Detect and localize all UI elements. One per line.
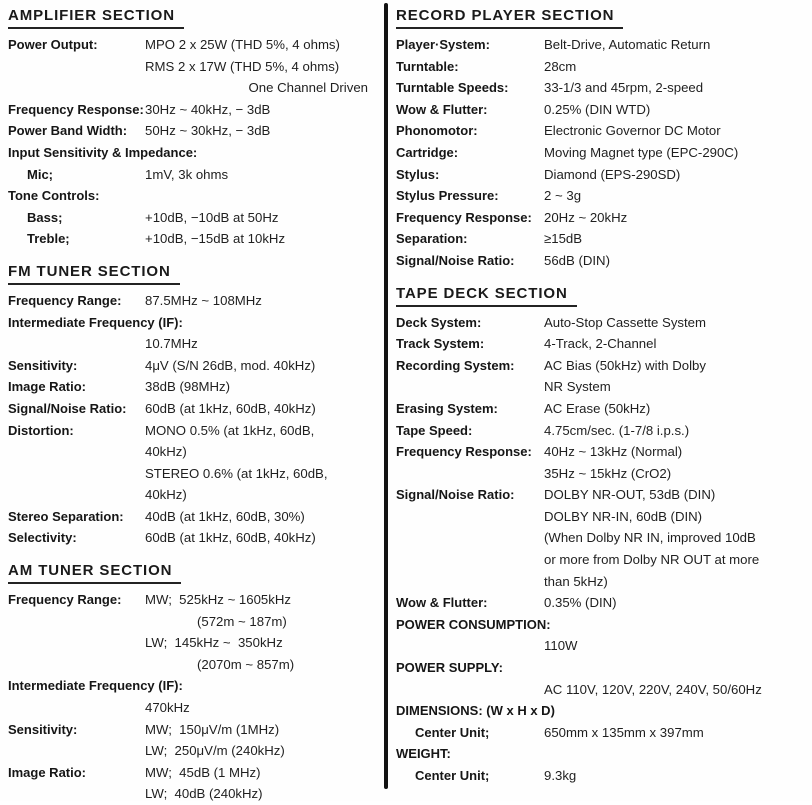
spec-value-line: 1mV, 3k ohms: [145, 166, 229, 182]
spec-row: [8, 164, 380, 186]
spec-row: [8, 228, 380, 250]
spec-value-line: Electronic Governor DC Motor: [544, 123, 721, 139]
spec-row: [8, 420, 380, 506]
spec-value: [544, 34, 810, 56]
spec-value-line: 4μV (S/N 26dB, mod. 40kHz): [145, 357, 316, 373]
spec-value-line: 33-1/3 and 45rpm, 2-speed: [544, 80, 704, 96]
spec-row: [8, 762, 380, 805]
spec-label: Cartridge:: [396, 144, 459, 160]
spec-label: Input Sensitivity & Impedance:: [8, 144, 198, 160]
spec-value-line: 35Hz ~ 15kHz (CrO2): [544, 465, 672, 481]
spec-value-line: 40kHz): [145, 487, 187, 503]
spec-row: [396, 142, 810, 164]
section-amplifier-section: [8, 7, 380, 250]
section-tape-deck-section: [396, 285, 810, 787]
spec-label: Stereo Separation:: [8, 508, 124, 524]
section-am-tuner-section: [8, 562, 380, 805]
spec-label: Tape Speed:: [396, 422, 473, 438]
spec-row: [396, 333, 810, 355]
spec-label: Frequency Response:: [396, 209, 532, 225]
spec-row: [8, 142, 380, 164]
spec-value-line: Auto-Stop Cassette System: [544, 314, 706, 330]
spec-row: [8, 589, 380, 675]
spec-value: [544, 484, 810, 592]
spec-value: [544, 722, 810, 744]
spec-value-line: DOLBY NR-OUT, 53dB (DIN): [544, 487, 716, 503]
spec-value-line: 2 ~ 3g: [544, 188, 582, 204]
spec-row: [8, 506, 380, 528]
spec-row: [396, 700, 810, 722]
spec-value-line: 10.7MHz: [145, 336, 198, 352]
spec-value-line: STEREO 0.6% (at 1kHz, 60dB,: [145, 465, 328, 481]
spec-value-line: 20Hz ~ 20kHz: [544, 209, 628, 225]
spec-label: Frequency Response:: [8, 101, 144, 117]
spec-row: [8, 719, 380, 762]
spec-label: Frequency Range:: [8, 292, 122, 308]
spec-value: [544, 164, 810, 186]
spec-value: [145, 333, 380, 355]
spec-label: Turntable:: [396, 58, 459, 74]
spec-value: [145, 34, 380, 99]
spec-label: Tone Controls:: [8, 188, 100, 204]
spec-value-line: 0.25% (DIN WTD): [544, 101, 651, 117]
spec-row: [396, 743, 810, 765]
spec-label: Separation:: [396, 231, 468, 247]
spec-label: Center Unit;: [415, 768, 490, 783]
spec-label: Image Ratio:: [8, 379, 87, 395]
spec-value: [145, 355, 380, 377]
spec-row: [396, 77, 810, 99]
spec-value: [145, 697, 380, 719]
spec-label: Center Unit;: [415, 724, 490, 740]
spec-row: [396, 484, 810, 592]
spec-value-line: 60dB (at 1kHz, 60dB, 40kHz): [145, 530, 316, 546]
spec-row: [396, 635, 810, 657]
spec-row: [8, 398, 380, 420]
spec-label: Treble;: [27, 231, 70, 247]
spec-row: [396, 398, 810, 420]
spec-value: [544, 56, 810, 78]
spec-label: Distortion:: [8, 422, 74, 438]
spec-row: [8, 34, 380, 99]
spec-value: [544, 592, 810, 614]
spec-label: Sensitivity:: [8, 357, 78, 373]
spec-value-line: AC Bias (50kHz) with Dolby: [544, 357, 706, 373]
spec-row: [8, 207, 380, 229]
spec-label: Wow & Flutter:: [396, 595, 488, 611]
spec-value: [544, 77, 810, 99]
spec-value: [145, 228, 380, 250]
spec-value-line: Diamond (EPS-290SD): [544, 166, 681, 182]
spec-label: POWER SUPPLY:: [396, 660, 503, 676]
spec-value-line: 0.35% (DIN): [544, 595, 617, 611]
spec-value: [145, 506, 380, 528]
spec-value-line: +10dB, −15dB at 10kHz: [145, 231, 286, 247]
spec-value-line: AC Erase (50kHz): [544, 400, 651, 416]
spec-value-line: LW; 40dB (240kHz): [145, 786, 263, 802]
spec-label: Image Ratio:: [8, 764, 87, 780]
spec-row: [8, 185, 380, 207]
spec-value-line: AC 110V, 120V, 220V, 240V, 50/60Hz: [544, 681, 762, 697]
spec-row: [396, 614, 810, 636]
spec-label: Bass;: [27, 209, 63, 225]
spec-value-line: 650mm x 135mm x 397mm: [544, 724, 704, 740]
spec-row: [8, 290, 380, 312]
spec-row: [8, 697, 380, 719]
spec-value-line: ≥15dB: [544, 231, 583, 247]
spec-value: [544, 142, 810, 164]
spec-label: POWER CONSUMPTION:: [396, 616, 551, 632]
spec-label: Stylus:: [396, 166, 440, 182]
spec-label: Power Output:: [8, 37, 98, 52]
spec-row: [396, 679, 810, 701]
spec-value-line: LW; 250μV/m (240kHz): [145, 743, 285, 759]
spec-label: Selectivity:: [8, 530, 77, 546]
spec-row: [396, 592, 810, 614]
spec-value-line: 4-Track, 2-Channel: [544, 336, 657, 352]
spec-value: [544, 99, 810, 121]
spec-value-line: 40kHz): [145, 444, 187, 460]
spec-label: Player·System:: [396, 37, 490, 52]
spec-value-line: 4.75cm/sec. (1-7/8 i.p.s.): [544, 422, 690, 438]
spec-value: [145, 164, 380, 186]
spec-value-line: (When Dolby NR IN, improved 10dB: [544, 530, 756, 546]
spec-value-line: 28cm: [544, 58, 577, 74]
spec-label: Signal/Noise Ratio:: [396, 252, 515, 268]
spec-row: [8, 333, 380, 355]
spec-value: [145, 207, 380, 229]
spec-value-line: than 5kHz): [544, 573, 608, 589]
spec-value: [544, 765, 810, 787]
spec-row: [8, 675, 380, 697]
spec-label: Frequency Response:: [396, 444, 532, 460]
spec-value: [145, 290, 380, 312]
spec-value: [544, 420, 810, 442]
spec-row: [396, 228, 810, 250]
spec-value-line: NR System: [544, 379, 611, 395]
spec-value: [544, 355, 810, 398]
spec-value: [544, 228, 810, 250]
spec-value-line: 40dB (at 1kHz, 60dB, 30%): [145, 508, 305, 524]
spec-value-line: MONO 0.5% (at 1kHz, 60dB,: [145, 422, 315, 438]
spec-row: [396, 441, 810, 484]
section-record-player-section: [396, 7, 810, 272]
spec-row: [396, 34, 810, 56]
spec-label: Signal/Noise Ratio:: [396, 487, 515, 503]
spec-value-line: (572m ~ 187m): [197, 613, 287, 629]
spec-label: Recording System:: [396, 357, 515, 373]
spec-value: [544, 679, 810, 701]
spec-value-line: 40Hz ~ 13kHz (Normal): [544, 444, 683, 460]
spec-value-line: 9.3kg: [544, 768, 577, 783]
spec-value-line: 87.5MHz ~ 108MHz: [145, 292, 262, 308]
spec-row: [8, 312, 380, 334]
spec-value: [544, 250, 810, 272]
spec-value: [145, 719, 380, 762]
spec-value-line: 60dB (at 1kHz, 60dB, 40kHz): [145, 400, 316, 416]
spec-row: [396, 250, 810, 272]
spec-value-line: 30Hz ~ 40kHz, − 3dB: [145, 101, 271, 117]
spec-row: [8, 120, 380, 142]
spec-label: Signal/Noise Ratio:: [8, 400, 127, 416]
spec-value-line: MW; 45dB (1 MHz): [145, 764, 261, 780]
spec-row: [396, 164, 810, 186]
spec-value: [544, 312, 810, 334]
spec-value-line: or more from Dolby NR OUT at more: [544, 552, 760, 568]
spec-row: [396, 355, 810, 398]
section-title: AMPLIFIER SECTION: [8, 7, 184, 29]
spec-label: Power Band Width:: [8, 123, 128, 139]
spec-value: [544, 185, 810, 207]
spec-label: Frequency Range:: [8, 592, 122, 608]
spec-value-line: 110W: [544, 638, 578, 654]
spec-row: [8, 527, 380, 549]
section-title: FM TUNER SECTION: [8, 263, 180, 285]
spec-label: Sensitivity:: [8, 721, 78, 737]
spec-row: [396, 722, 810, 744]
spec-value-line: (2070m ~ 857m): [197, 656, 295, 672]
spec-row: [396, 765, 810, 787]
spec-value: [145, 589, 380, 675]
spec-value-line: MPO 2 x 25W (THD 5%, 4 ohms): [145, 37, 340, 52]
spec-label: Erasing System:: [396, 400, 498, 416]
spec-value-line: 50Hz ~ 30kHz, − 3dB: [145, 123, 271, 139]
spec-value: [145, 398, 380, 420]
spec-row: [396, 120, 810, 142]
spec-label: Stylus Pressure:: [396, 188, 499, 204]
spec-row: [396, 420, 810, 442]
section-title: RECORD PLAYER SECTION: [396, 7, 623, 29]
spec-value: [544, 441, 810, 484]
spec-value: [145, 762, 380, 805]
section-title: TAPE DECK SECTION: [396, 285, 577, 307]
spec-row: [396, 312, 810, 334]
spec-label: Phonomotor:: [396, 123, 478, 139]
spec-row: [8, 376, 380, 398]
spec-value-line: 470kHz: [145, 700, 190, 716]
spec-value: [544, 635, 810, 657]
spec-value: [544, 398, 810, 420]
spec-value-line: LW; 145kHz ~ 350kHz: [145, 635, 283, 651]
left-column: [0, 0, 384, 801]
spec-row: [396, 185, 810, 207]
spec-row: [396, 657, 810, 679]
spec-label: DIMENSIONS: (W x H x D): [396, 703, 555, 719]
spec-label: Wow & Flutter:: [396, 101, 488, 117]
spec-row: [8, 99, 380, 121]
spec-value: [145, 120, 380, 142]
spec-label: Turntable Speeds:: [396, 80, 509, 96]
spec-value-line: 56dB (DIN): [544, 252, 610, 268]
spec-value: [544, 207, 810, 229]
spec-label: WEIGHT:: [396, 746, 451, 762]
spec-value-line: MW; 525kHz ~ 1605kHz: [145, 592, 291, 608]
spec-value: [544, 120, 810, 142]
spec-label: Intermediate Frequency (IF):: [8, 314, 183, 330]
spec-label: Track System:: [396, 336, 485, 352]
spec-row: [396, 207, 810, 229]
spec-value: [145, 376, 380, 398]
right-column: [388, 0, 812, 801]
spec-value: [145, 527, 380, 549]
spec-row: [396, 99, 810, 121]
spec-value: [544, 333, 810, 355]
section-title: AM TUNER SECTION: [8, 562, 181, 584]
spec-value-line: MW; 150μV/m (1MHz): [145, 721, 280, 737]
spec-value-line: +10dB, −10dB at 50Hz: [145, 209, 279, 225]
spec-row: [8, 355, 380, 377]
spec-label: Mic;: [27, 166, 53, 182]
spec-value-line: Belt-Drive, Automatic Return: [544, 37, 711, 52]
spec-value-line: 38dB (98MHz): [145, 379, 231, 395]
spec-row: [396, 56, 810, 78]
spec-value: [145, 420, 380, 506]
spec-label: Intermediate Frequency (IF):: [8, 678, 183, 694]
section-fm-tuner-section: [8, 263, 380, 549]
spec-value: [145, 99, 380, 121]
spec-value-line: One Channel Driven: [248, 80, 368, 96]
spec-value-line: RMS 2 x 17W (THD 5%, 4 ohms): [145, 58, 340, 74]
spec-label: Deck System:: [396, 314, 482, 330]
spec-value-line: Moving Magnet type (EPC-290C): [544, 144, 739, 160]
spec-value-line: DOLBY NR-IN, 60dB (DIN): [544, 508, 703, 524]
